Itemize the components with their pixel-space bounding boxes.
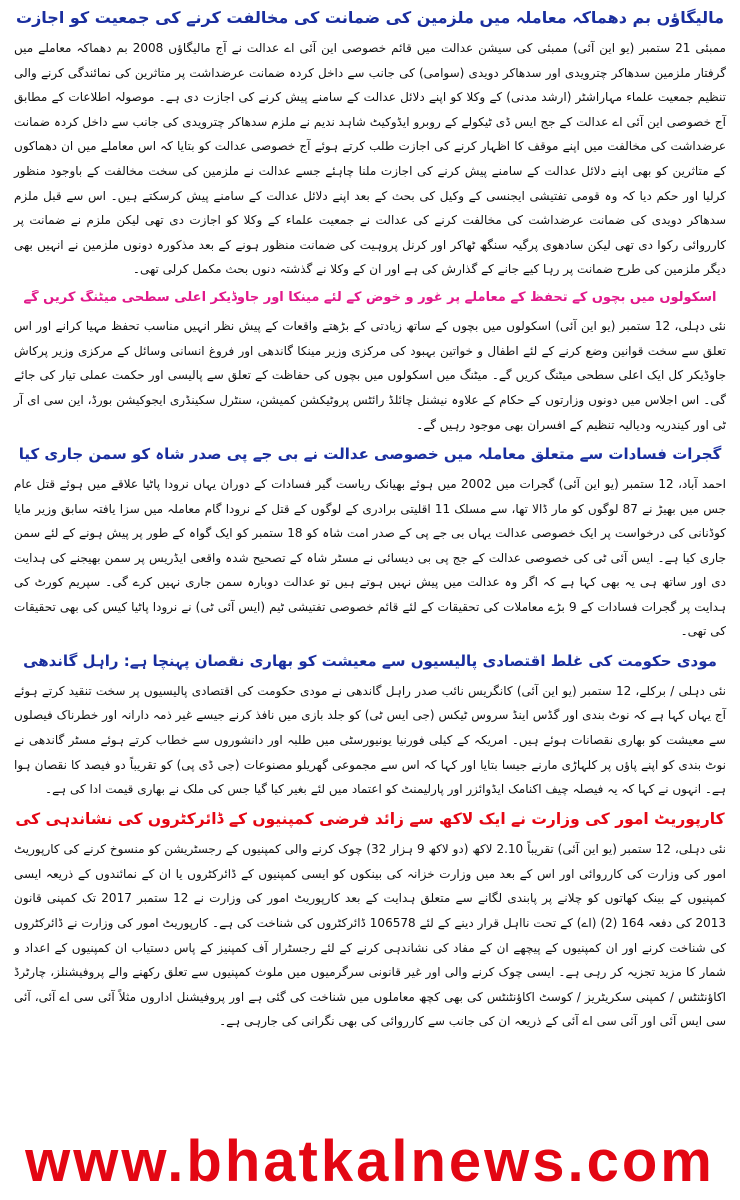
article-body-rahul-gandhi: نئی دہلی / برکلے، 12 ستمبر (یو این آئی) کانگریس نائب صدر راہل گاندھی نے مودی حکومت کی اقتصادی پالیسیوں پر سخت تنقید کرتے ہوئے آج یہاں کہا ہے کہ نوٹ بندی اور گڈس اینڈ سروس ٹیکس (جی ایس ٹی) کو جلد بازی میں نافذ کرنے جیسے غیر ذمہ دارانہ اور خطرناک فیصلوں سے معیشت کو بھاری نقصانات ہوئے ہیں۔ امریکہ کے کیلی فورنیا یونیورسٹی میں طلبہ اور دانشوروں سے خطاب کرتے ہوئے مسٹر گاندھی نے نوٹ بندی کو اپنے پاؤں پر کلہاڑی مارنے جیسا بتایا اور کہا کہ اس سے مجموعی گھریلو مصنوعات (جی ڈی پی) کو تقریباً دو فیصد کا نقصان ہوا ہے۔ انہوں نے کہا کہ یہ فیصلہ چیف اکنامک ایڈوائزر اور پارلیمنٹ کو اعتماد میں لئے بغیر کیا گیا جس کی ملک نے بھاری قیمت ادا کی ہے۔: [14, 683, 726, 797]
headline-rahul-gandhi: مودی حکومت کی غلط اقتصادی پالیسیوں سے معیشت کو بھاری نقصان پہنچا ہے: راہل گاندھی: [23, 652, 717, 671]
headline-malegaon: مالیگاؤں بم دھماکہ معاملہ میں ملزمین کی ضمانت کی مخالفت کرنے کی جمعیت کو اجازت: [15, 8, 724, 27]
article-shell-companies: [14, 806, 726, 1038]
article-body-gujarat: احمد آباد، 12 ستمبر (یو این آئی) گجرات میں 2002 میں ہوئے بھیانک ریاست گیر فسادات کے دوران یہاں نرودا پاٹیا علاقے میں ہوئے قتل عام جس میں بھیڑ نے 87 لوگوں کو مار ڈالا تھا، سے مسلک 11 اقلیتی برادری کے لوگوں کے قتل کے نرودا گام معاملہ میں سزا یافتہ سابق وزیر مایا کوڈنانی کی درخواست پر ایک خصوصی عدالت یہاں بی جے پی کے صدر امت شاہ کو 18 ستمبر کو ایک گواہ کے طور پر پیش ہونے کے لئے سمن جاری کیا ہے۔ ایس آئی ٹی کی خصوصی عدالت کے جج پی بی دیسائی نے مسٹر شاہ کے تصحیح شدہ واقعی ایڈریس پر سمن بھیجنے کی ہدایت دی اور ساتھ ہی یہ بھی کہا ہے کہ اگر وہ عدالت میں پیش نہیں ہوتے ہیں تو عدالت دوبارہ سمن جاری نہیں کرے گی۔ سپریم کورٹ کی ہدایت پر گجرات فسادات کے 9 بڑے معاملات کی تحقیقات کے لئے قائم خصوصی تفتیشی ٹیم (ایس آئی ٹی) نے نرودا پاٹیا کیس کی بھی تحقیقات کی تھی۔: [14, 476, 726, 639]
article-school-safety: [14, 286, 726, 441]
article-body-school-safety: نئی دہلی، 12 ستمبر (یو این آئی) اسکولوں میں بچوں کے ساتھ زیادتی کے بڑھتے واقعات کے پیش نظر انہیں مناسب تحفظ مہیا کرانے اور اس تعلق سے سخت قوانین وضع کرنے کے لئے اطفال و خواتین بہبود کی مرکزی وزیر مینکا گاندھی اور فروغ انسانی وسائل کے مرکزی وزیر پرکاش جاوڈیکر کل ایک اعلی سطحی میٹنگ کریں گے۔ میٹنگ میں اسکولوں میں بچوں کی حفاظت کے تعلق سے پالیسی اور حکمت عملی تیار کی جائے گی۔ اس اجلاس میں دونوں وزارتوں کے حکام کے علاوہ نیشنل چائلڈ رائٹس پروٹیکشن کمیشن، سنٹرل سکینڈری ایجوکیشن بورڈ، این سی ای آر ٹی اور کیندریہ ودیالیہ تنظیم کے افسران بھی موجود رہیں گے۔: [14, 319, 726, 432]
footer-website-url: www.bhatkalnews.com: [25, 1128, 715, 1194]
headline-gujarat: گجرات فسادات سے متعلق معاملہ میں خصوصی عدالت نے بی جے پی صدر شاہ کو سمن جاری کیا: [18, 445, 722, 464]
article-body-malegaon: ممبئی 21 ستمبر (یو این آئی) ممبئی کی سیشن عدالت میں قائم خصوصی این آئی اے عدالت نے آج مالیگاؤں 2008 بم دھماکہ معاملے میں گرفتار ملزمین سدھاکر چترویدی اور سدھاکر دویدی (سوامی) کی جانب سے داخل کردہ ضمانت عرضداشت پر متاثرین کی نمائندگی کرنے والی تنظیم جمعیت علماء مہاراشٹر (ارشد مدنی) کے وکلا کو اپنے دلائل عدالت کے سامنے پیش کرنے کی اجازت دی ہے۔ موصولہ اطلاعات کے مطابق آج خصوصی این آئی اے عدالت کے جج ایس ڈی ٹیکولے کے روبرو ایڈوکیٹ شاہد ندیم نے ملزم سدھاکر چترویدی کی جانب سے داخل کردہ ضمانت عرضداشت کی مخالفت میں اپنے موقف کا اظہار کرنے کی اجازت طلب کرتے ہوئے آج خصوصی عدالت کو بتایا کہ اس معاملے میں ان دھماکوں کے متاثرین کو بھی اپنے دلائل عدالت کے سامنے پیش کرنے کی اجازت ملنا چاہئے جسے عدالت نے ملزمین کی سخت مخالفت کے باوجود منظور کرلیا اور حکم دیا کہ وہ قومی تفتیشی ایجنسی کے وکیل کی بحث کے بعد اپنے دلائل عدالت کے سامنے پیش کرسکتے ہیں۔ اس سے قبل ملزم سدھاکر دویدی کی ضمانت عرضداشت کی مخالفت کرنے کی عدالت نے جمعیت علماء کے وکلا کو اجازت دی تھی لیکن ملزم نے ضمانت پر کارروائی رکوا دی تھی لیکن سادھوی پرگیہ سنگھ ٹھاکر اور کرنل پروہیت کی ضمانت منظور ہونے کے بعد مذکورہ دونوں ملزمین نے انہیں بھی دیگر ملزمین کی طرح ضمانت پر رہا کیے جانے کے گذارش کی ہے اور ان کے وکلا نے گذشتہ دنوں بحث مکمل کرلی تھی۔: [14, 41, 726, 277]
article-rahul-gandhi: [14, 648, 726, 806]
article-body-shell-companies: نئی دہلی، 12 ستمبر (یو این آئی) تقریباً 2.10 لاکھ (دو لاکھ 9 ہزار 32) چوک کرنے والی کمپنیوں کے رجسٹریشن کو منسوخ کرنے کی کارپوریٹ امور کی وزارت کی کارروائی اور اس کے بعد میں وزارت خزانہ کی بینکوں کو ایسی کمپنیوں کے ڈائرکٹروں یا ان کے نمائندوں کے ذریعہ ایسی کمپنیوں کے بینک کھاتوں کو چلانے پر پابندی لگانے سے متعلق ہدایت کے بعد کارپوریٹ امور کی وزارت نے 12 ستمبر 2017 تک کمپنی قانون 2013 کی دفعہ 164 (2) (اے) کے تحت نااہل قرار دینے کے لئے 106578 ڈائرکٹروں کی شناخت کی ہے۔ کارپوریٹ امور کی وزارت نے ڈائرکٹروں کی شناخت کرنے اور ان کمپنیوں کے پیچھے ان کے مفاد کی نشاندہی کرنے کے لئے رجسٹرار آف کمپنیز کے پاس دستیاب ان کمپنیوں کے اعداد و شمار کا مزید تجزیہ کر رہی ہے۔ ایسی چوک کرنے والی اور غیر قانونی سرگرمیوں میں ملوث کمپنیوں سے تعلق رکھنے والے پروفیشنلز، چارٹرڈ اکاؤنٹنٹس / کمپنی سکریٹریز / کوسٹ اکاؤنٹنٹس کی بھی کچھ معاملوں میں شناخت کی گئی ہے اور پروفیشنل اداروں مثلاً آئی سی اے آئی، آئی سی ایس آئی اور آئی سی اے آئی کے ذریعہ ان کی جانب سے کارروائی کی بھی نگرانی کی جارہی ہے۔: [14, 842, 726, 1029]
article-gujarat-riots: [14, 441, 726, 648]
headline-shell-companies: کارپوریٹ امور کی وزارت نے ایک لاکھ سے زائد فرضی کمپنیوں کے ڈائرکٹروں کی نشاندہی کی: [15, 809, 725, 828]
article-malegaon-blast: [14, 4, 726, 286]
headline-school-safety: اسکولوں میں بچوں کے تحفظ کے معاملے پر غور و خوض کے لئے مینکا اور جاوڈیکر اعلی سطحی میٹنگ کریں گے: [23, 289, 717, 305]
